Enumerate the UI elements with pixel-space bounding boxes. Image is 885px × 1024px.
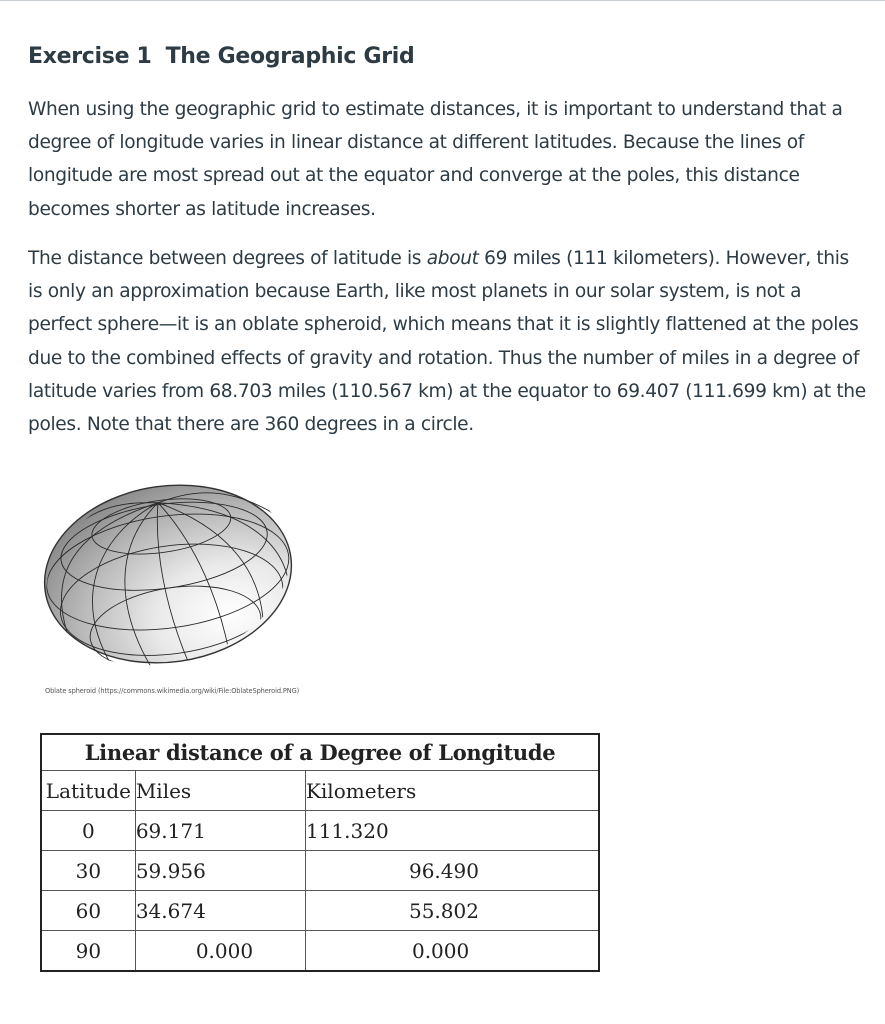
row-latitude: 60 xyxy=(41,891,135,931)
table-row xyxy=(41,811,599,851)
table-row xyxy=(41,851,599,891)
row-kilometers: 111.320 xyxy=(305,811,599,851)
table-title-row xyxy=(41,734,599,771)
table-row xyxy=(41,931,599,972)
table-header-row xyxy=(41,771,599,811)
latitude-paragraph-rest: 69 miles (111 kilometers). However, this is only an approximation because Earth, like most planets in our solar system, is not a perfect sphere—it is an oblate spheroid, which means that it is slightly flattened at the poles due to the combined effects of gravity and rotation. Thus the number of miles in a degree of latitude varies from 68.703 miles (110.567 km) at the equator to 69.407 (111.699 km) at the poles. Note that there are 360 degrees in a circle. xyxy=(28,248,866,436)
row-latitude: 0 xyxy=(41,811,135,851)
row-miles: 59.956 xyxy=(135,851,305,891)
row-miles: 34.674 xyxy=(135,891,305,931)
header-kilometers: Kilometers xyxy=(305,771,599,811)
table-title: Linear distance of a Degree of Longitude xyxy=(41,734,599,771)
header-miles: Miles xyxy=(135,771,305,811)
row-kilometers: 55.802 xyxy=(305,891,599,931)
row-miles: 0.000 xyxy=(135,931,305,972)
row-kilometers: 0.000 xyxy=(305,931,599,972)
row-kilometers: 96.490 xyxy=(305,851,599,891)
exercise-number: Exercise 1 xyxy=(28,44,152,69)
page-title xyxy=(28,44,415,69)
emphasis-about: about xyxy=(426,248,479,269)
row-latitude: 30 xyxy=(41,851,135,891)
latitude-paragraph xyxy=(28,242,868,441)
image-credit: Oblate spheroid (https://commons.wikimedia.org/wiki/File:OblateSpheroid.PNG) xyxy=(45,687,300,695)
row-miles: 69.171 xyxy=(135,811,305,851)
top-divider xyxy=(0,0,885,1)
longitude-table xyxy=(40,733,600,972)
row-latitude: 90 xyxy=(41,931,135,972)
exercise-title: The Geographic Grid xyxy=(165,44,415,69)
header-latitude: Latitude xyxy=(41,771,135,811)
table-row xyxy=(41,891,599,931)
intro-paragraph: When using the geographic grid to estimate distances, it is important to understand that a degree of longitude varies in linear distance at different latitudes. Because the lines of longitude are most spread out at the equator and converge at the poles, this distance becomes shorter as latitude increases. xyxy=(28,99,843,220)
latitude-paragraph-start: The distance between degrees of latitude is xyxy=(28,248,427,269)
oblate-spheroid-icon xyxy=(40,468,296,684)
